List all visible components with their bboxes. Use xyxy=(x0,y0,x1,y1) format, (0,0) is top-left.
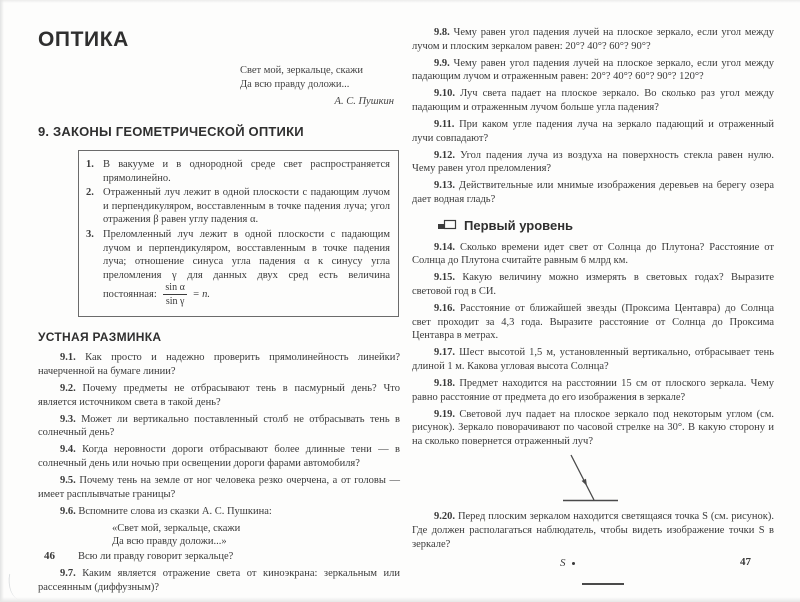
question-9-4 xyxy=(38,443,400,470)
question-text: Шест высотой 1,5 м, установленный вертикально, отбрасывает тень длиной 1 м. Какова угловая высота Солнца? xyxy=(412,347,775,372)
question-9-7 xyxy=(38,567,400,594)
question-9-6 xyxy=(38,505,400,519)
question-number: 9.11. xyxy=(434,119,455,131)
page-number-left: 46 xyxy=(44,550,55,562)
laws-box xyxy=(78,150,399,317)
question-9-16 xyxy=(412,302,774,343)
law-item xyxy=(86,228,390,307)
question-number: 9.7. xyxy=(60,568,76,580)
photo-edge-top xyxy=(0,0,800,3)
section-heading: 9. ЗАКОНЫ ГЕОМЕТРИЧЕСКОЙ ОПТИКИ xyxy=(38,124,304,139)
question-number: 9.5. xyxy=(60,475,76,487)
question-number: 9.13. xyxy=(434,180,455,192)
figure-9-19-ray-on-mirror xyxy=(412,453,774,503)
question-text: Действительные или мнимые изображения деревьев на берегу озера дает водная гладь? xyxy=(412,180,774,206)
question-text: Перед плоским зеркалом находится светящаяся точка S (см. рисунок). Где должен располагаться наблюдатель, чтобы видеть изображение точки S в зеркале? xyxy=(412,511,774,550)
question-number: 9.10. xyxy=(434,88,455,100)
question-text: Почему тень на земле от ног человека резко очерчена, а от головы — имеет расплывчатые границы? xyxy=(38,475,401,500)
law-text: Отраженный луч лежит в одной плоскости с падающим лучом и перпендикуляром, восставленным в точке падения луча; угол отражения β равен углу падения α. xyxy=(103,187,390,226)
question-9-5 xyxy=(38,474,400,501)
point-s-label: S xyxy=(560,557,566,570)
question-9-17 xyxy=(412,346,774,373)
epigraph-line: Да всю правду доложи... xyxy=(240,79,350,90)
question-9-6-tail: Всю ли правду говорит зеркальце? xyxy=(78,551,234,563)
question-text: Как просто и надежно проверить прямолинейность линейки? начерченной на бумаге линии? xyxy=(38,352,400,377)
question-text: Луч света падает на плоское зеркало. Во сколько раз угол между падающим и отраженным лучом больше угла падения? xyxy=(412,88,775,113)
point-s-dot xyxy=(572,562,575,565)
question-text: Почему предметы не отбрасывают тень в пасмурный день? Что является источником света в такой день? xyxy=(38,383,400,408)
question-number: 9.18. xyxy=(434,377,455,389)
question-text: Угол падения луча из воздуха на поверхность стекла равен нулю. Чему равен угол преломления? xyxy=(412,149,774,175)
question-9-9 xyxy=(412,57,774,84)
question-number: 9.8. xyxy=(434,27,450,38)
page-number-right: 47 xyxy=(740,556,751,568)
question-text: Какую величину можно измерять в световых годах? Выразите световой год в СИ. xyxy=(412,272,775,297)
question-number: 9.1. xyxy=(60,352,76,364)
question-number: 9.19. xyxy=(434,408,455,420)
question-text: Может ли вертикально поставленный столб не отбрасывать тень в солнечный день? xyxy=(38,413,400,439)
law-item xyxy=(86,186,390,227)
law-number: 2. xyxy=(86,187,94,199)
pushkin-quote xyxy=(112,522,400,549)
right-page xyxy=(412,26,774,599)
law-number: 3. xyxy=(86,228,94,240)
question-text: Вспомните слова из сказки А. С. Пушкина: xyxy=(78,505,272,517)
question-number: 9.6. xyxy=(60,505,76,517)
question-number: 9.12. xyxy=(434,149,455,161)
warmup-heading: УСТНАЯ РАЗМИНКА xyxy=(38,330,162,345)
question-9-12 xyxy=(412,149,774,176)
question-text: Сколько времени идет свет от Солнца до Плутона? Расстояние от Солнца до Плутона считайте равным 6 млрд км. xyxy=(412,241,775,267)
question-number: 9.14. xyxy=(434,241,455,253)
law-text xyxy=(103,228,390,307)
law-text-body: Преломленный луч лежит в одной плоскости с падающим лучом и перпендикуляром, восставленным в точке падения луча; отношение синуса угла падения α к синусу угла преломления γ для данных двух сред есть величина постоянная: xyxy=(103,228,390,301)
question-text: Чему равен угол падения лучей на плоское зеркало, если угол между лучом и плоским зеркалом равен: 20°? 40°? 60°? 90°? xyxy=(412,27,774,52)
left-page xyxy=(38,28,400,598)
fraction-numerator: sin α xyxy=(165,282,185,294)
figure-9-20-point-and-mirror xyxy=(412,555,774,599)
question-9-11 xyxy=(412,118,774,145)
question-number: 9.3. xyxy=(60,413,76,425)
question-9-8 xyxy=(412,26,774,53)
question-text: Расстояние от ближайшей звезды (Проксима Центавра) до Солнца свет проходит за 4,3 года. Выразите расстояние от Солнца до Проксима Центавра в метрах. xyxy=(412,303,774,342)
question-number: 9.20. xyxy=(434,511,455,523)
law-text: В вакууме и в однородной среде свет распространяется прямолинейно. xyxy=(103,159,390,184)
question-text: Когда неровности дороги отбрасывают более длинные тени — в солнечный день или ночью при освещении дороги фарами автомобиля? xyxy=(38,444,401,469)
level-heading-label: Первый уровень xyxy=(464,217,574,233)
step-level-icon xyxy=(438,218,457,233)
epigraph-line: Свет мой, зеркальце, скажи xyxy=(240,65,363,76)
chapter-title: ОПТИКА xyxy=(38,28,129,51)
question-text: При каком угле падения луча на зеркало падающий и отраженный лучи совпадают? xyxy=(412,119,774,144)
question-number: 9.16. xyxy=(434,303,455,314)
question-9-18 xyxy=(412,377,774,404)
question-number: 9.4. xyxy=(60,444,76,456)
mirror-line xyxy=(582,583,624,585)
epigraph xyxy=(240,64,398,109)
question-text: Предмет находится на расстоянии 15 см от плоского зеркала. Чему равно расстояние от предмета до его изображения в зеркале? xyxy=(412,377,775,403)
law-item xyxy=(86,158,390,185)
snell-fraction xyxy=(163,282,186,307)
question-9-2 xyxy=(38,382,400,409)
question-number: 9.9. xyxy=(434,57,450,69)
question-9-20 xyxy=(412,510,774,551)
photo-edge-left xyxy=(0,0,4,602)
question-9-3 xyxy=(38,413,400,440)
question-9-19 xyxy=(412,408,774,449)
epigraph-author: А. С. Пушкин xyxy=(334,96,394,107)
question-text: Каким является отражение света от киноэкрана: зеркальным или рассеянным (диффузным)? xyxy=(38,568,401,593)
question-number: 9.17. xyxy=(434,347,455,359)
fraction-denominator: sin γ xyxy=(165,296,185,308)
formula-rhs: = n. xyxy=(192,289,211,301)
quote-line: Да всю правду доложи...» xyxy=(112,536,227,548)
question-number: 9.15. xyxy=(434,272,455,284)
law-number: 1. xyxy=(86,159,94,170)
question-9-15 xyxy=(412,271,774,298)
question-9-13 xyxy=(412,179,774,206)
level-heading xyxy=(438,218,774,233)
question-text: Чему равен угол падения лучей на плоское зеркало, если угол между падающим лучом и отраженным равен: 20°? 40°? 60°? 90°? 120°? xyxy=(412,57,774,83)
question-text: Световой луч падает на плоское зеркало под некоторым углом (см. рисунок). Зеркало поворачивают по часовой стрелке на 30°. В какую сторону и на сколько повернется отраженный луч? xyxy=(412,408,775,447)
question-number: 9.2. xyxy=(60,383,76,395)
question-9-14 xyxy=(412,241,774,268)
question-9-1 xyxy=(38,351,400,378)
quote-line: «Свет мой, зеркальце, скажи xyxy=(112,522,241,534)
question-9-10 xyxy=(412,87,774,114)
